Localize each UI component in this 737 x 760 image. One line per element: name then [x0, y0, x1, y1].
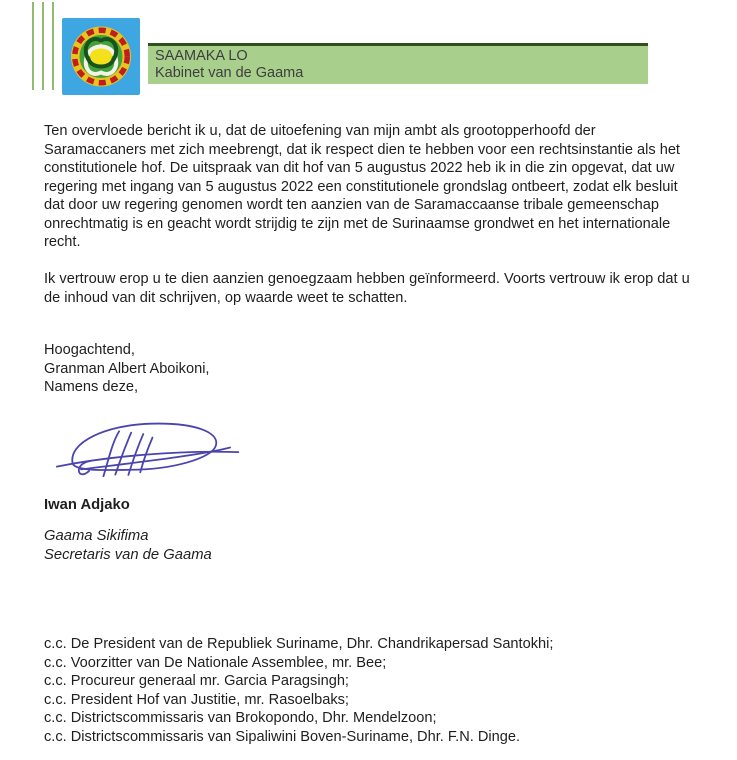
- text-line: onrechtmatig is en geacht wordt strijdig te zijn met de Surinaamse grondwet en het internationale: [44, 215, 671, 232]
- text-line: Secretaris van de Gaama: [44, 546, 212, 563]
- text-line: c.c. Districtscommissaris van Sipaliwini Boven-Suriname, Dhr. F.N. Dinge.: [44, 728, 521, 745]
- text-line: Gaama Sikifima: [44, 528, 149, 544]
- vertical-stripe: [52, 2, 54, 90]
- signatory-name: Iwan Adjako: [44, 497, 130, 513]
- cc-list: [44, 635, 553, 746]
- text-line: Ten overvloede bericht ik u, dat de uitoefening van mijn ambt als grootopperhoofd der: [44, 123, 596, 139]
- text-line: c.c. Districtscommissaris van Brokopondo, Dhr. Mendelzoon;: [44, 710, 437, 726]
- saamaka-lo-logo-icon: [62, 18, 140, 95]
- text-line: Granman Albert Aboikoni,: [44, 360, 210, 377]
- text-line: Namens deze,: [44, 379, 139, 395]
- vertical-stripe: [32, 2, 34, 90]
- closing-block: [44, 341, 210, 397]
- signature-scribble-icon: [50, 418, 242, 482]
- text-line: de inhoud van dit schrijven, op waarde weet te schatten.: [44, 289, 408, 306]
- text-line: recht.: [44, 234, 81, 250]
- text-line: Hoogachtend,: [44, 342, 135, 358]
- text-line: c.c. Voorzitter van De Nationale Assemblee, mr. Bee;: [44, 654, 387, 671]
- body-paragraph-1: [44, 122, 680, 252]
- text-line: Saramaccaners met zich meebrengt, dat ik respect dien te hebben voor een rechtsinstantie als het: [44, 141, 680, 158]
- letterhead-banner: [148, 46, 648, 84]
- text-line: Ik vertrouw erop u te dien aanzien genoegzaam hebben geïnformeerd. Voorts vertrouw ik erop dat u: [44, 271, 690, 287]
- org-subtitle: Kabinet van de Gaama: [155, 65, 304, 81]
- text-line: regering met ingang van 5 augustus 2022 een constitutionele grondslag ontbeert, zodat elk besluit: [44, 178, 678, 195]
- text-line: c.c. President Hof van Justitie, mr. Rasoelbaks;: [44, 691, 349, 708]
- body-paragraph-2: [44, 270, 690, 307]
- text-line: dat door uw regering genomen wordt ten aanzien van de Saramaccaanse tribale gemeenschap: [44, 197, 659, 213]
- org-name: SAAMAKA LO: [155, 48, 248, 64]
- text-line: c.c. Procureur generaal mr. Garcia Paragsingh;: [44, 673, 349, 689]
- text-line: c.c. De President van de Republiek Suriname, Dhr. Chandrikapersad Santokhi;: [44, 636, 554, 652]
- vertical-stripe: [42, 2, 44, 90]
- signatory-titles: [44, 527, 212, 564]
- text-line: constitutionele hof. De uitspraak van dit hof van 5 augustus 2022 heb ik in die zin opgevat, dat uw: [44, 160, 675, 176]
